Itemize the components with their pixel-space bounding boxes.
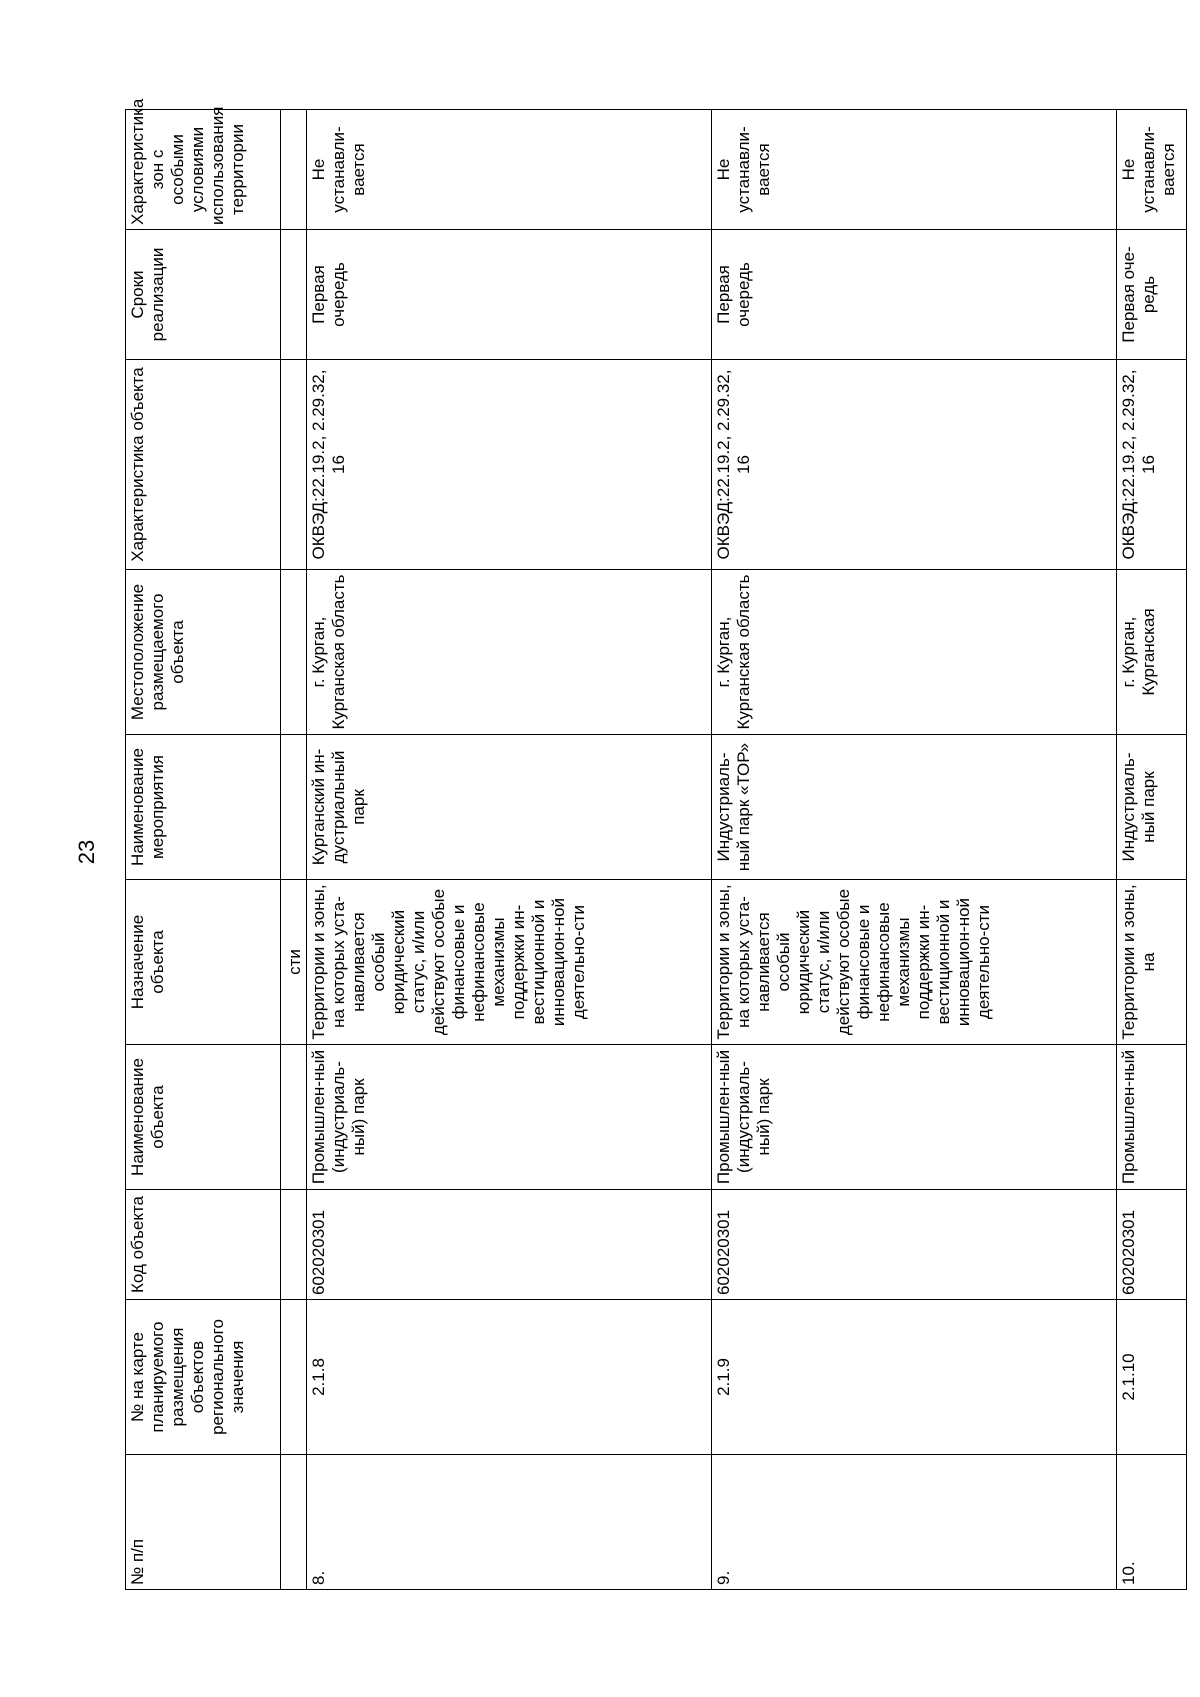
cell-zones: Не устанавли-вается bbox=[712, 110, 1117, 230]
cell-zones: Не устанавли-вается bbox=[1117, 110, 1187, 230]
cell-purpose: Территории и зоны, на которых уста-навливается особый юридический статус, и/или действуют особые финансовые и нефинансовые механизмы поддержки ин-вестиционной и инновацион-ной деятельно-сти bbox=[307, 880, 712, 1045]
cell-map-no: 2.1.10 bbox=[1117, 1300, 1187, 1455]
cell-name: Промышлен-ный (индустриаль-ный) парк bbox=[712, 1045, 1117, 1190]
regional-objects-table bbox=[125, 98, 1187, 1590]
header-num: № п/п bbox=[126, 1455, 281, 1590]
header-name: Наименование объекта bbox=[126, 1045, 281, 1190]
table-row bbox=[307, 110, 712, 1590]
cell-code: 602020301 bbox=[1117, 1190, 1187, 1300]
cell-location: г. Курган, Курганская bbox=[1117, 570, 1187, 735]
cell-characteristic: ОКВЭД:22.19.2, 2.29.32, 16 bbox=[1117, 360, 1187, 570]
header-zones: Характеристика зон с особыми условиями использования территории bbox=[126, 110, 281, 230]
cell-location: г. Курган, Курганская область bbox=[712, 570, 1117, 735]
cell-event: Индустриаль-ный парк «ТОР» bbox=[712, 735, 1117, 880]
cell-period: Первая оче-редь bbox=[1117, 230, 1187, 360]
header-location: Местоположение размещаемого объекта bbox=[126, 570, 281, 735]
continuation-text: сти bbox=[281, 880, 307, 1045]
header-event: Наименование мероприятия bbox=[126, 735, 281, 880]
cell-code: 602020301 bbox=[712, 1190, 1117, 1300]
rotated-table-wrapper bbox=[125, 98, 1178, 1590]
header-row bbox=[126, 110, 281, 1590]
cell-num: 9. bbox=[712, 1455, 1117, 1590]
cell-purpose: Территории и зоны, на bbox=[1117, 880, 1187, 1045]
cell-num: 8. bbox=[307, 1455, 712, 1590]
cell-name: Промышлен-ный (индустриаль-ный) парк bbox=[307, 1045, 712, 1190]
cell-characteristic: ОКВЭД:22.19.2, 2.29.32, 16 bbox=[712, 360, 1117, 570]
cell-event: Индустриаль-ный парк bbox=[1117, 735, 1187, 880]
cell-map-no: 2.1.8 bbox=[307, 1300, 712, 1455]
cell-map-no: 2.1.9 bbox=[712, 1300, 1117, 1455]
page-number: 23 bbox=[74, 839, 99, 865]
cell-event: Курганский ин-дустриальный парк bbox=[307, 735, 712, 880]
cell-zones: Не устанавли-вается bbox=[307, 110, 712, 230]
header-period: Сроки реализации bbox=[126, 230, 281, 360]
cell-num: 10. bbox=[1117, 1455, 1187, 1590]
header-purpose: Назначение объекта bbox=[126, 880, 281, 1045]
cell-name: Промышлен-ный bbox=[1117, 1045, 1187, 1190]
header-code: Код объекта bbox=[126, 1190, 281, 1300]
cell-purpose: Территории и зоны, на которых уста-навливается особый юридический статус, и/или действуют особые финансовые и нефинансовые механизмы поддержки ин-вестиционной и инновацион-ной деятельно-сти bbox=[712, 880, 1117, 1045]
header-map-no: № на карте планируемого размещения объектов регионального значения bbox=[126, 1300, 281, 1455]
header-characteristic: Характеристика объекта bbox=[126, 360, 281, 570]
cell-location: г. Курган, Курганская область bbox=[307, 570, 712, 735]
cell-period: Первая очередь bbox=[307, 230, 712, 360]
cell-characteristic: ОКВЭД:22.19.2, 2.29.32, 16 bbox=[307, 360, 712, 570]
table-row bbox=[712, 110, 1117, 1590]
continuation-row bbox=[281, 110, 307, 1590]
cell-period: Первая очередь bbox=[712, 230, 1117, 360]
table-row bbox=[1117, 110, 1187, 1590]
cell-code: 602020301 bbox=[307, 1190, 712, 1300]
